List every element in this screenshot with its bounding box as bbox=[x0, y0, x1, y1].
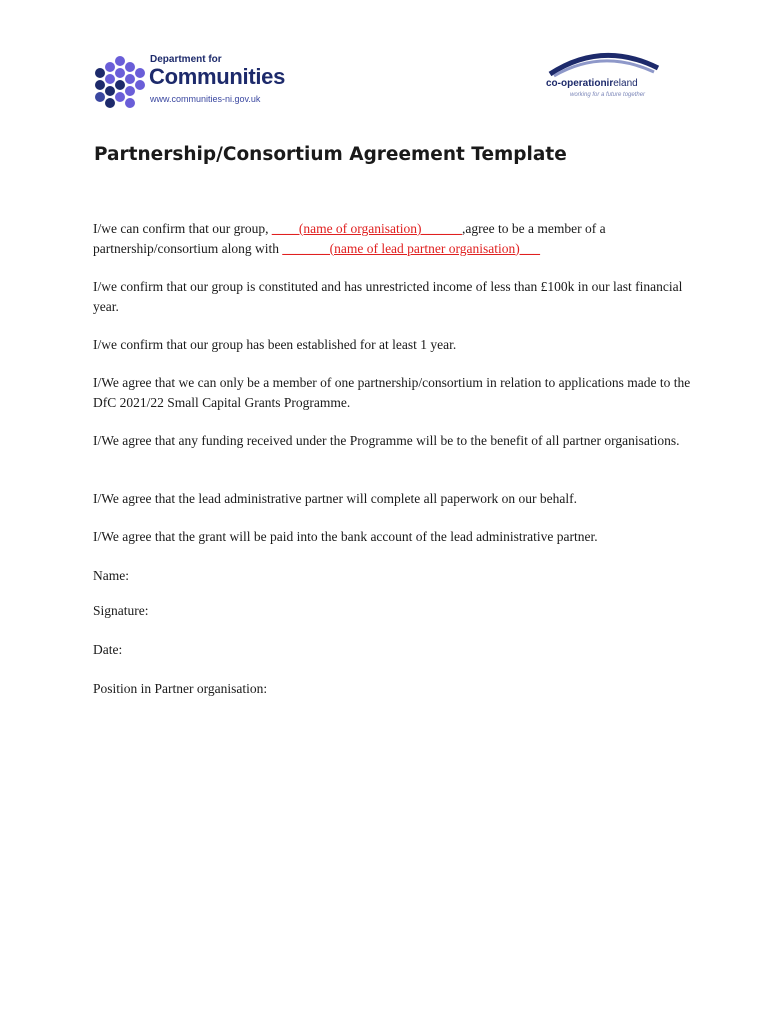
hexagon-cluster-icon bbox=[92, 56, 148, 110]
coop-name-main: co-operationir bbox=[546, 78, 614, 89]
paragraph-paperwork: I/We agree that the lead administrative partner will complete all paperwork on our behalf. bbox=[93, 491, 577, 506]
signature-label: Signature: bbox=[93, 603, 149, 618]
coop-name-accent: eland bbox=[613, 78, 638, 89]
dfc-line1: Department for bbox=[150, 54, 222, 65]
paragraph-one-partnership: I/We agree that we can only be a member of one partnership/consortium in relation to applications made to the DfC 2021/22 Small Capital Grants Programme. bbox=[93, 375, 691, 410]
arc-swoosh-icon bbox=[540, 44, 676, 78]
para1-text-b: agree to be a member of a partnership/consortium along with bbox=[93, 221, 606, 256]
position-label: Position in Partner organisation: bbox=[93, 681, 268, 696]
dfc-logo bbox=[92, 52, 322, 110]
coop-name bbox=[546, 78, 638, 89]
dfc-url: www.communities-ni.gov.uk bbox=[150, 94, 261, 104]
paragraph-confirm-group: I/we can confirm that our group, ____(name of organisation)______,agree to be a member of a partnership/consortium along with _______(name of lead partner organisation)___ bbox=[93, 221, 606, 256]
lead-partner-name-field[interactable]: _______(name of lead partner organisation)___ bbox=[282, 240, 541, 256]
dfc-line2: Communities bbox=[149, 64, 286, 89]
name-label: Name: bbox=[93, 568, 129, 583]
paragraph-established: I/we confirm that our group has been established for at least 1 year. bbox=[93, 337, 457, 352]
date-label: Date: bbox=[93, 642, 123, 657]
para1-text-a: I/we can confirm that our group, bbox=[93, 221, 272, 236]
coop-tagline: working for a future together bbox=[570, 92, 646, 98]
paragraph-funding-benefit: I/We agree that any funding received under the Programme will be to the benefit of all partner organisations. bbox=[93, 433, 680, 448]
coop-ireland-logo bbox=[540, 44, 676, 108]
organisation-name-field[interactable]: ____(name of organisation)______ bbox=[271, 221, 463, 236]
paragraph-bank-account: I/We agree that the grant will be paid into the bank account of the lead administrative partner. bbox=[93, 529, 598, 544]
page-title: Partnership/Consortium Agreement Template bbox=[94, 144, 567, 165]
paragraph-income: I/we confirm that our group is constituted and has unrestricted income of less than £100k in our last financial year. bbox=[93, 279, 683, 314]
